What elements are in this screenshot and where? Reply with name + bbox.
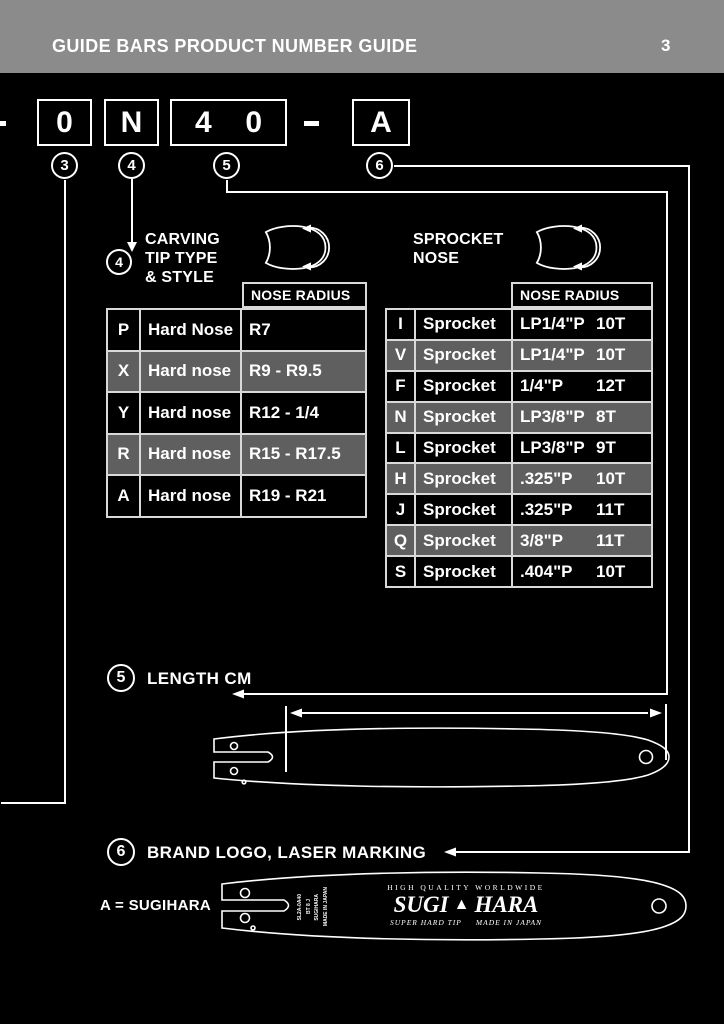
- sprocket-row-radius: [513, 495, 651, 524]
- callout-5: 5: [213, 152, 240, 179]
- logo-tagline-top: HIGH QUALITY WORLDWIDE: [387, 883, 545, 892]
- page-title: GUIDE BARS PRODUCT NUMBER GUIDE: [52, 36, 418, 56]
- callout-3: 3: [51, 152, 78, 179]
- brand-legend: A = SUGIHARA: [100, 897, 211, 914]
- sprocket-row-pitch: .325"P: [520, 468, 573, 488]
- sprocket-row-teeth: 10T: [596, 314, 626, 334]
- code-char: A: [370, 105, 392, 139]
- sprocket-row-pitch: .325"P: [520, 499, 573, 519]
- sprocket-row-pitch: .404"P: [520, 561, 573, 581]
- logo-wordmark: SUGI ▲ HARA: [393, 892, 539, 917]
- sprocket-table: [385, 308, 653, 588]
- sprocket-row-radius: [513, 403, 651, 432]
- callout-3-line: [1, 180, 65, 803]
- code-box-nose-type: [104, 99, 159, 146]
- arrowhead-left-icon: [444, 848, 456, 857]
- code-char: 4: [195, 105, 212, 139]
- carving-row-code: X: [108, 352, 139, 392]
- code-box-mount: [37, 99, 92, 146]
- arrowhead-right-icon: [650, 709, 662, 718]
- bar-hole: [241, 914, 250, 923]
- arrowhead-down-icon: [127, 242, 137, 252]
- header-band: [0, 0, 724, 73]
- sprocket-row-teeth: 8T: [596, 407, 616, 427]
- carving-row-radius: R7: [242, 310, 365, 350]
- sprocket-row-type: Sprocket: [416, 403, 511, 432]
- page-number: 3: [661, 36, 671, 55]
- sprocket-row-teeth: 11T: [596, 499, 625, 519]
- carving-row-type: Hard nose: [141, 435, 240, 475]
- arrowhead-left-icon: [290, 709, 302, 718]
- sprocket-row-type: Sprocket: [416, 464, 511, 493]
- carving-table: [106, 308, 367, 518]
- sprocket-row-radius: [513, 526, 651, 555]
- code-box-brand: [352, 99, 410, 146]
- guide-bar-outline-length: [214, 728, 669, 787]
- length-callout-5: 5: [107, 664, 135, 692]
- carving-row-radius: R19 - R21: [242, 476, 365, 516]
- bar-hole: [231, 743, 238, 750]
- carving-row-type: Hard nose: [141, 352, 240, 392]
- bar-hole: [242, 780, 246, 784]
- sprocket-table-header: NOSE RADIUS: [511, 282, 653, 308]
- bar-hole: [241, 889, 250, 898]
- sprocket-row-teeth: 12T: [596, 376, 626, 396]
- code-box-length: [170, 99, 287, 146]
- laser-marking-text: SL2A-0A40 BT 8 J SUGIHARA MADE IN JAPAN: [297, 887, 329, 927]
- sprocket-row-radius: [513, 464, 651, 493]
- leading-dash: [0, 121, 6, 126]
- sprocket-row-pitch: 3/8"P: [520, 530, 564, 550]
- sprocket-row-pitch: LP1/4"P: [520, 314, 585, 334]
- sugihara-triangle-icon: ▲: [453, 895, 470, 913]
- length-section-label: LENGTH CM: [147, 669, 252, 688]
- separator-dash: [304, 121, 319, 126]
- sprocket-row-code: L: [387, 434, 414, 463]
- carving-row-code: P: [108, 310, 139, 350]
- carving-callout-4: 4: [106, 249, 132, 275]
- callout-4: 4: [118, 152, 145, 179]
- sprocket-row-teeth: 10T: [596, 468, 626, 488]
- bar-hole: [231, 768, 238, 775]
- brand-section-label: BRAND LOGO, LASER MARKING: [147, 843, 427, 862]
- carving-section-title: CARVING TIP TYPE & STYLE: [145, 231, 220, 286]
- sprocket-row-code: Q: [387, 526, 414, 555]
- sprocket-row-radius: [513, 341, 651, 370]
- code-char: N: [120, 105, 143, 139]
- sprocket-row-type: Sprocket: [416, 495, 511, 524]
- sprocket-row-teeth: 10T: [596, 561, 626, 581]
- sprocket-row-type: Sprocket: [416, 372, 511, 401]
- sprocket-row-pitch: LP3/8"P: [520, 438, 585, 457]
- sprocket-row-pitch: LP1/4"P: [520, 345, 585, 365]
- sprocket-row-pitch: LP3/8"P: [520, 407, 585, 427]
- carving-table-header: NOSE RADIUS: [242, 282, 367, 308]
- sprocket-row-type: Sprocket: [416, 341, 511, 370]
- bar-nose-hole: [640, 751, 653, 764]
- sprocket-row-radius: [513, 310, 651, 339]
- sprocket-row-teeth: 9T: [596, 438, 616, 457]
- sugihara-logo: [368, 883, 564, 927]
- sprocket-row-teeth: 10T: [596, 345, 626, 365]
- logo-tagline-bottom: SUPER HARD TIP MADE IN JAPAN: [389, 918, 543, 927]
- sprocket-row-code: J: [387, 495, 414, 524]
- sprocket-row-code: V: [387, 341, 414, 370]
- carving-row-radius: R12 - 1/4: [242, 393, 365, 433]
- sprocket-row-teeth: 11T: [596, 530, 625, 550]
- callout-6: 6: [366, 152, 393, 179]
- sprocket-row-type: Sprocket: [416, 557, 511, 586]
- sprocket-row-type: Sprocket: [416, 310, 511, 339]
- carving-row-code: A: [108, 476, 139, 516]
- sprocket-row-type: Sprocket: [416, 434, 511, 463]
- sprocket-row-code: N: [387, 403, 414, 432]
- sprocket-row-code: H: [387, 464, 414, 493]
- code-char: 0: [56, 105, 73, 139]
- carving-row-type: Hard Nose: [141, 310, 240, 350]
- carving-row-code: R: [108, 435, 139, 475]
- sprocket-row-code: I: [387, 310, 414, 339]
- sprocket-row-type: Sprocket: [416, 526, 511, 555]
- bar-nose-hole: [652, 899, 666, 913]
- sprocket-row-radius: [513, 372, 651, 401]
- arrowhead-left-icon: [232, 690, 244, 699]
- bar-hole: [251, 926, 255, 930]
- sprocket-section-title: SPROCKET NOSE: [413, 231, 504, 267]
- sprocket-row-radius: [513, 434, 651, 463]
- carving-row-code: Y: [108, 393, 139, 433]
- carving-row-radius: R15 - R17.5: [242, 435, 365, 475]
- carving-row-radius: R9 - R9.5: [242, 352, 365, 392]
- sprocket-row-code: S: [387, 557, 414, 586]
- sprocket-nose-rotation-icon: [534, 224, 612, 271]
- code-char: 0: [245, 105, 262, 139]
- sprocket-row-code: F: [387, 372, 414, 401]
- carving-row-type: Hard nose: [141, 393, 240, 433]
- carving-row-type: Hard nose: [141, 476, 240, 516]
- sprocket-row-pitch: 1/4"P: [520, 376, 564, 396]
- carving-nose-rotation-icon: [263, 224, 341, 271]
- sprocket-row-radius: [513, 557, 651, 586]
- brand-callout-6: 6: [107, 838, 135, 866]
